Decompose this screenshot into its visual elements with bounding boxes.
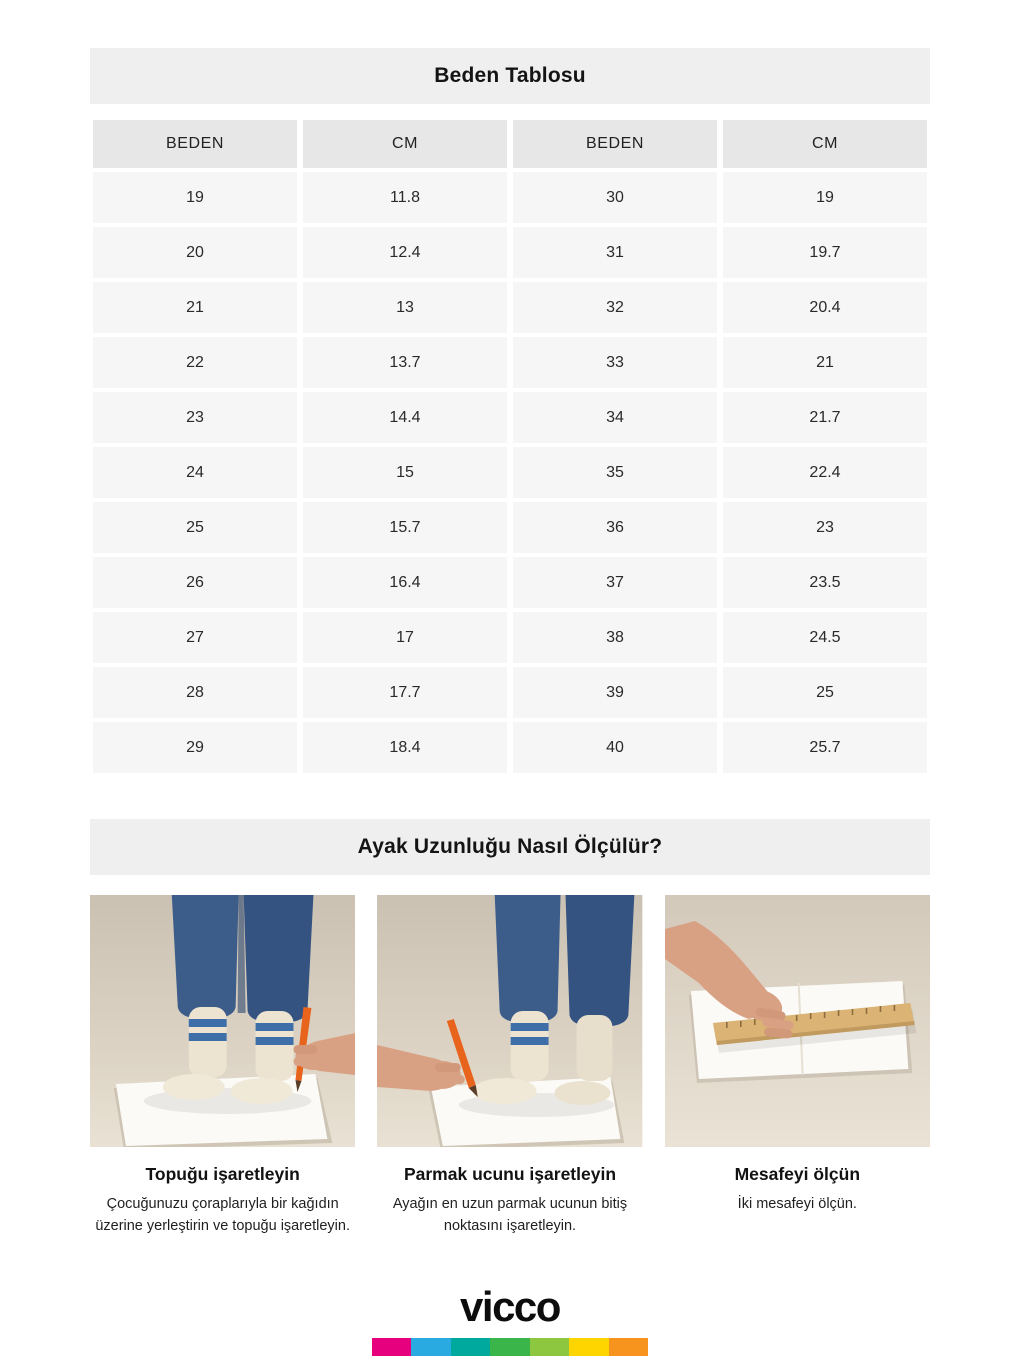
size-table-cell: 19.7 bbox=[720, 225, 930, 280]
size-table-cell: 20.4 bbox=[720, 280, 930, 335]
size-table-row bbox=[90, 335, 930, 390]
step-title-heel: Topuğu işaretleyin bbox=[145, 1164, 300, 1184]
size-table-cell: 25 bbox=[90, 500, 300, 555]
step-description-ruler: İki mesafeyi ölçün. bbox=[737, 1196, 857, 1212]
size-table-cell: 35 bbox=[510, 445, 720, 500]
size-table-row bbox=[90, 500, 930, 555]
size-table-cell: 39 bbox=[510, 665, 720, 720]
size-table-cell: 28 bbox=[90, 665, 300, 720]
size-table-cell: 17 bbox=[300, 610, 510, 665]
size-table-header-row bbox=[90, 118, 930, 170]
size-table-row bbox=[90, 665, 930, 720]
measure-steps bbox=[90, 895, 930, 1238]
size-table-cell: 24 bbox=[90, 445, 300, 500]
brand-color-segment bbox=[569, 1338, 608, 1356]
size-table-cell: 17.7 bbox=[300, 665, 510, 720]
size-table-cell: 21 bbox=[720, 335, 930, 390]
heel-marking-photo bbox=[90, 895, 355, 1147]
size-table-row bbox=[90, 390, 930, 445]
size-guide-page bbox=[90, 0, 930, 1238]
size-table-cell: 15.7 bbox=[300, 500, 510, 555]
size-table-cell: 20 bbox=[90, 225, 300, 280]
size-table-cell: 34 bbox=[510, 390, 720, 445]
size-chart-title: Beden Tablosu bbox=[434, 64, 586, 87]
brand-color-segment bbox=[411, 1338, 450, 1356]
size-table-cell: 12.4 bbox=[300, 225, 510, 280]
size-table-cell: 22 bbox=[90, 335, 300, 390]
brand-color-bar bbox=[372, 1338, 648, 1356]
measure-step-heel bbox=[90, 895, 355, 1238]
size-table-cell: 19 bbox=[720, 170, 930, 225]
brand-color-segment bbox=[490, 1338, 529, 1356]
step-description-toe: Ayağın en uzun parmak ucunun bitiş noktasını işaretleyin. bbox=[392, 1196, 628, 1234]
size-table-cell: 29 bbox=[90, 720, 300, 775]
measure-step-toe bbox=[377, 895, 642, 1238]
size-table-cell: 25.7 bbox=[720, 720, 930, 775]
measure-section-title-bar bbox=[90, 819, 930, 875]
size-table-cell: 23 bbox=[90, 390, 300, 445]
size-table-cell: 32 bbox=[510, 280, 720, 335]
size-table-cell: 23 bbox=[720, 500, 930, 555]
size-table-row bbox=[90, 170, 930, 225]
size-table-cell: 27 bbox=[90, 610, 300, 665]
toe-marking-photo bbox=[377, 895, 642, 1147]
size-table-header-cell: CM bbox=[300, 118, 510, 170]
step-title-toe: Parmak ucunu işaretleyin bbox=[403, 1164, 617, 1184]
size-table-cell: 13 bbox=[300, 280, 510, 335]
size-table-row bbox=[90, 555, 930, 610]
size-table-cell: 30 bbox=[510, 170, 720, 225]
page-footer bbox=[0, 1283, 1020, 1356]
size-table-row bbox=[90, 280, 930, 335]
size-table-cell: 36 bbox=[510, 500, 720, 555]
size-table-cell: 31 bbox=[510, 225, 720, 280]
size-table-cell: 33 bbox=[510, 335, 720, 390]
brand-color-segment bbox=[609, 1338, 648, 1356]
size-table-body bbox=[90, 170, 930, 775]
size-table-cell: 22.4 bbox=[720, 445, 930, 500]
size-table-row bbox=[90, 610, 930, 665]
size-table-cell: 38 bbox=[510, 610, 720, 665]
size-table-cell: 16.4 bbox=[300, 555, 510, 610]
size-table-cell: 13.7 bbox=[300, 335, 510, 390]
size-table-cell: 37 bbox=[510, 555, 720, 610]
size-table-cell: 24.5 bbox=[720, 610, 930, 665]
size-table-row bbox=[90, 720, 930, 775]
size-table-header-cell: BEDEN bbox=[510, 118, 720, 170]
size-table-cell: 23.5 bbox=[720, 555, 930, 610]
brand-color-segment bbox=[372, 1338, 411, 1356]
size-table-cell: 19 bbox=[90, 170, 300, 225]
size-table-header-cell: BEDEN bbox=[90, 118, 300, 170]
step-title-ruler: Mesafeyi ölçün bbox=[734, 1164, 861, 1184]
measure-step-ruler bbox=[665, 895, 930, 1238]
size-chart-title-bar bbox=[90, 48, 930, 104]
size-table-cell: 11.8 bbox=[300, 170, 510, 225]
size-table-row bbox=[90, 225, 930, 280]
size-table-cell: 25 bbox=[720, 665, 930, 720]
size-table-header-cell: CM bbox=[720, 118, 930, 170]
size-table bbox=[90, 118, 930, 775]
size-table-cell: 40 bbox=[510, 720, 720, 775]
measure-section-title: Ayak Uzunluğu Nasıl Ölçülür? bbox=[357, 835, 663, 858]
ruler-measuring-photo bbox=[665, 895, 930, 1147]
size-table-row bbox=[90, 445, 930, 500]
size-table-cell: 21.7 bbox=[720, 390, 930, 445]
size-table-cell: 15 bbox=[300, 445, 510, 500]
vicco-logo: vicco bbox=[460, 1283, 560, 1330]
brand-color-segment bbox=[451, 1338, 490, 1356]
step-description-heel: Çocuğunuzu çoraplarıyla bir kağıdın üzerine yerleştirin ve topuğu işaretleyin. bbox=[95, 1196, 350, 1234]
size-table-cell: 14.4 bbox=[300, 390, 510, 445]
size-table-cell: 21 bbox=[90, 280, 300, 335]
size-table-cell: 18.4 bbox=[300, 720, 510, 775]
brand-color-segment bbox=[530, 1338, 569, 1356]
size-table-cell: 26 bbox=[90, 555, 300, 610]
